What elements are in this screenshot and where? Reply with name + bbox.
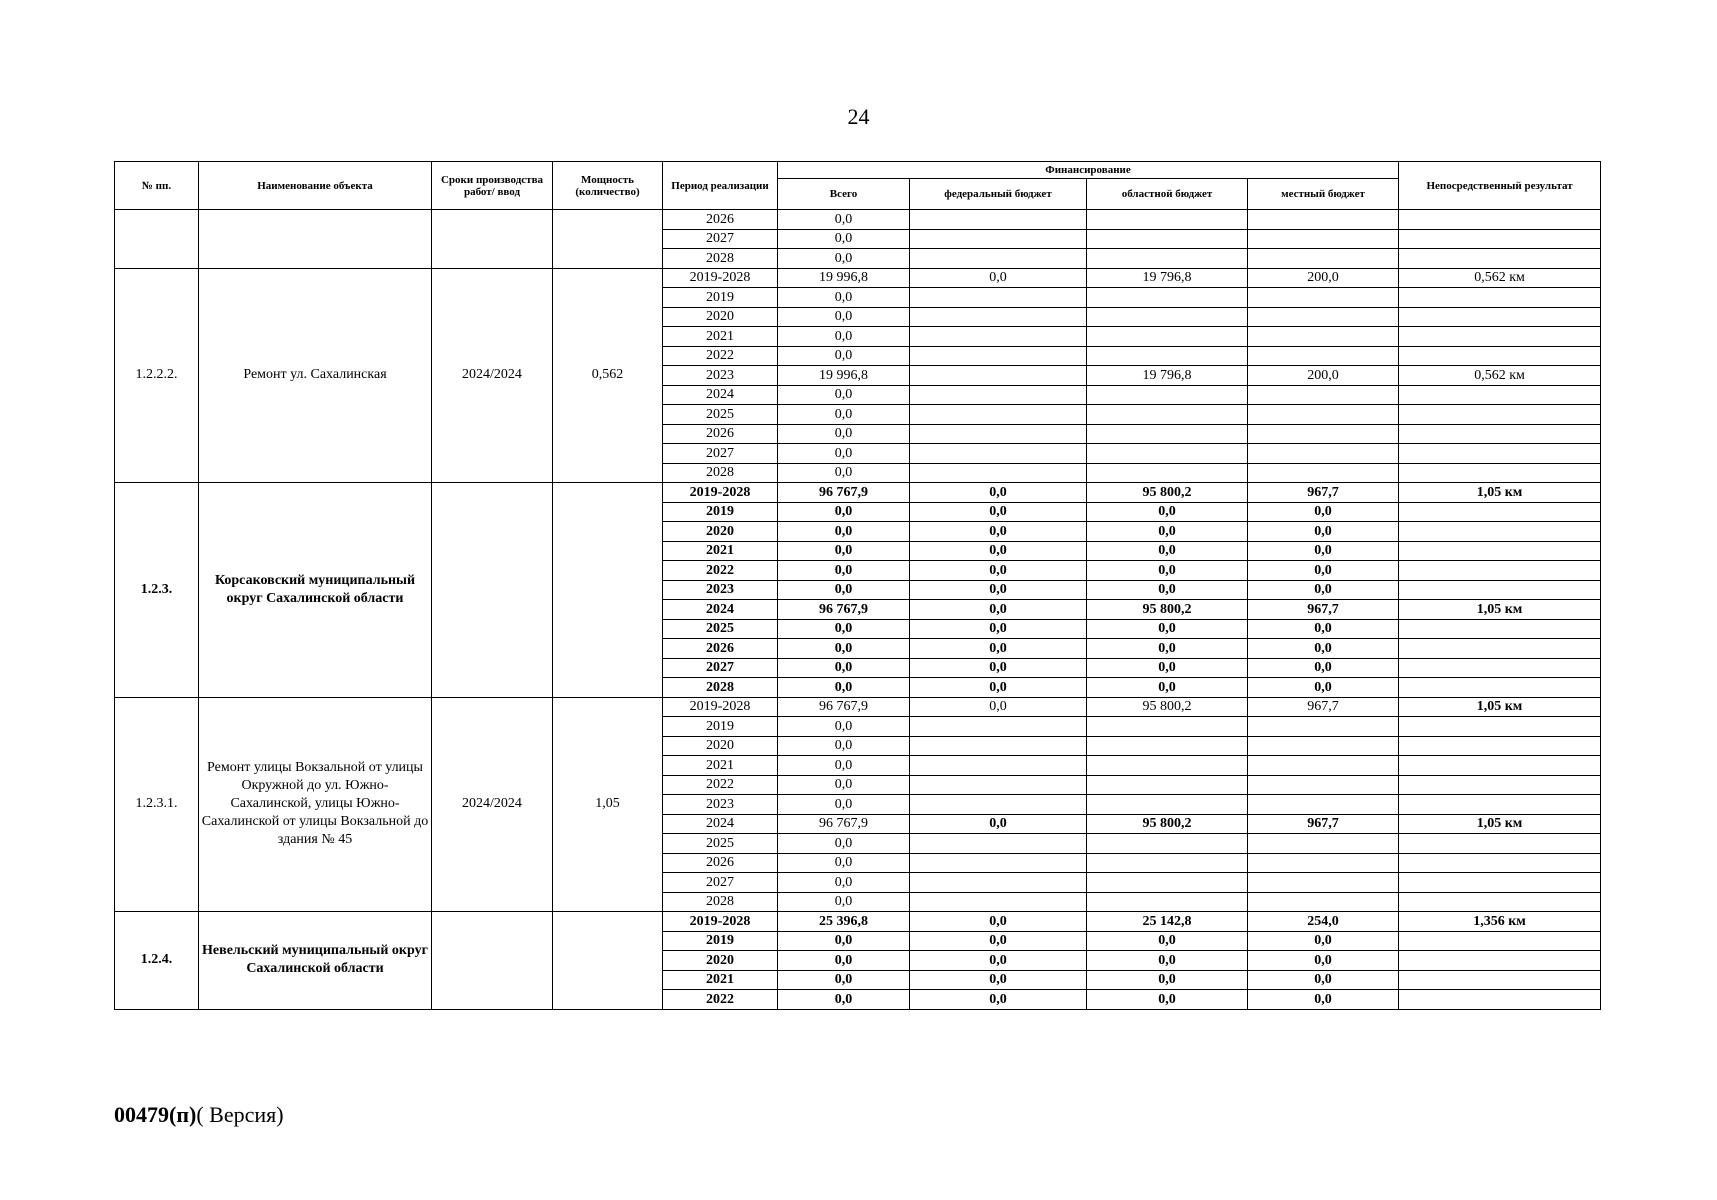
cell-result: 0,562 км	[1399, 366, 1601, 386]
cell-regional: 0,0	[1087, 678, 1248, 698]
cell-regional: 0,0	[1087, 990, 1248, 1010]
cell-period: 2025	[663, 405, 778, 425]
cell-total: 0,0	[778, 249, 910, 269]
cell-num: 1.2.3.1.	[115, 697, 199, 912]
cell-period: 2024	[663, 385, 778, 405]
cell-federal	[910, 736, 1087, 756]
cell-period: 2020	[663, 522, 778, 542]
cell-result	[1399, 463, 1601, 483]
cell-federal	[910, 249, 1087, 269]
cell-local	[1248, 834, 1399, 854]
cell-federal: 0,0	[910, 678, 1087, 698]
cell-period: 2026	[663, 210, 778, 230]
cell-federal: 0,0	[910, 970, 1087, 990]
cell-regional	[1087, 385, 1248, 405]
cell-federal: 0,0	[910, 502, 1087, 522]
cell-regional	[1087, 775, 1248, 795]
cell-period: 2028	[663, 249, 778, 269]
cell-federal: 0,0	[910, 580, 1087, 600]
cell-result	[1399, 834, 1601, 854]
header-regional: областной бюджет	[1087, 179, 1248, 210]
cell-period: 2028	[663, 463, 778, 483]
cell-regional: 0,0	[1087, 541, 1248, 561]
cell-local: 0,0	[1248, 990, 1399, 1010]
cell-result	[1399, 736, 1601, 756]
cell-local	[1248, 288, 1399, 308]
cell-terms: 2024/2024	[432, 268, 553, 483]
cell-result	[1399, 873, 1601, 893]
cell-total: 0,0	[778, 853, 910, 873]
cell-local: 967,7	[1248, 483, 1399, 503]
cell-terms	[432, 912, 553, 1010]
header-num: № пп.	[115, 162, 199, 210]
cell-result	[1399, 775, 1601, 795]
header-result: Непосредственный результат	[1399, 162, 1601, 210]
financing-table	[114, 161, 1601, 1010]
cell-total: 0,0	[778, 619, 910, 639]
cell-local	[1248, 736, 1399, 756]
cell-regional: 19 796,8	[1087, 268, 1248, 288]
cell-total: 0,0	[778, 385, 910, 405]
cell-total: 0,0	[778, 736, 910, 756]
cell-local	[1248, 210, 1399, 230]
cell-federal: 0,0	[910, 814, 1087, 834]
cell-result	[1399, 424, 1601, 444]
cell-result	[1399, 541, 1601, 561]
cell-federal	[910, 775, 1087, 795]
cell-total: 0,0	[778, 307, 910, 327]
cell-terms: 2024/2024	[432, 697, 553, 912]
cell-period: 2026	[663, 853, 778, 873]
cell-power	[553, 912, 663, 1010]
header-terms: Сроки производства работ/ ввод	[432, 162, 553, 210]
cell-period: 2022	[663, 561, 778, 581]
header-total: Всего	[778, 179, 910, 210]
cell-power: 0,562	[553, 268, 663, 483]
table-row	[115, 912, 1601, 932]
cell-result	[1399, 892, 1601, 912]
cell-result	[1399, 522, 1601, 542]
cell-period: 2019-2028	[663, 483, 778, 503]
cell-local	[1248, 307, 1399, 327]
cell-federal: 0,0	[910, 619, 1087, 639]
cell-name: Ремонт улицы Вокзальной от улицы Окружной до ул. Южно-Сахалинской, улицы Южно-Сахалинской от улицы Вокзальной до здания № 45	[199, 697, 432, 912]
cell-local: 200,0	[1248, 366, 1399, 386]
cell-regional: 0,0	[1087, 619, 1248, 639]
cell-local	[1248, 873, 1399, 893]
cell-federal	[910, 834, 1087, 854]
cell-local	[1248, 892, 1399, 912]
cell-result	[1399, 990, 1601, 1010]
cell-result	[1399, 444, 1601, 464]
cell-result	[1399, 249, 1601, 269]
cell-total: 0,0	[778, 970, 910, 990]
cell-total: 0,0	[778, 463, 910, 483]
cell-regional: 0,0	[1087, 522, 1248, 542]
cell-federal	[910, 424, 1087, 444]
cell-regional	[1087, 424, 1248, 444]
cell-result	[1399, 951, 1601, 971]
cell-federal	[910, 873, 1087, 893]
header-power: Мощность (количество)	[553, 162, 663, 210]
cell-period: 2023	[663, 795, 778, 815]
cell-local: 0,0	[1248, 619, 1399, 639]
cell-period: 2025	[663, 834, 778, 854]
cell-federal: 0,0	[910, 483, 1087, 503]
cell-period: 2022	[663, 775, 778, 795]
cell-period: 2023	[663, 366, 778, 386]
cell-local	[1248, 327, 1399, 347]
cell-federal	[910, 385, 1087, 405]
cell-total: 0,0	[778, 444, 910, 464]
cell-total: 96 767,9	[778, 697, 910, 717]
cell-local	[1248, 717, 1399, 737]
cell-total: 0,0	[778, 990, 910, 1010]
cell-period: 2023	[663, 580, 778, 600]
cell-regional: 0,0	[1087, 502, 1248, 522]
header-period: Период реализации	[663, 162, 778, 210]
document-code-suffix: ( Версия)	[196, 1102, 284, 1127]
cell-regional: 95 800,2	[1087, 483, 1248, 503]
cell-result: 1,05 км	[1399, 483, 1601, 503]
cell-result: 1,05 км	[1399, 697, 1601, 717]
cell-num: 1.2.4.	[115, 912, 199, 1010]
cell-result	[1399, 756, 1601, 776]
cell-local	[1248, 853, 1399, 873]
cell-regional: 95 800,2	[1087, 697, 1248, 717]
cell-regional	[1087, 346, 1248, 366]
cell-name: Корсаковский муниципальный округ Сахалинской области	[199, 483, 432, 698]
cell-federal	[910, 307, 1087, 327]
cell-result	[1399, 678, 1601, 698]
cell-regional: 95 800,2	[1087, 600, 1248, 620]
cell-regional	[1087, 444, 1248, 464]
cell-period: 2022	[663, 990, 778, 1010]
cell-local: 0,0	[1248, 658, 1399, 678]
cell-local	[1248, 385, 1399, 405]
cell-name: Ремонт ул. Сахалинская	[199, 268, 432, 483]
cell-federal	[910, 210, 1087, 230]
cell-regional: 0,0	[1087, 639, 1248, 659]
cell-regional	[1087, 853, 1248, 873]
cell-regional	[1087, 873, 1248, 893]
cell-regional: 0,0	[1087, 951, 1248, 971]
cell-regional	[1087, 736, 1248, 756]
cell-result	[1399, 229, 1601, 249]
cell-federal: 0,0	[910, 658, 1087, 678]
cell-local: 0,0	[1248, 561, 1399, 581]
cell-period: 2026	[663, 424, 778, 444]
cell-period: 2019	[663, 931, 778, 951]
cell-local: 967,7	[1248, 814, 1399, 834]
cell-period: 2021	[663, 756, 778, 776]
cell-result	[1399, 561, 1601, 581]
cell-period: 2028	[663, 892, 778, 912]
cell-federal: 0,0	[910, 931, 1087, 951]
cell-federal: 0,0	[910, 951, 1087, 971]
cell-result	[1399, 210, 1601, 230]
cell-total: 25 396,8	[778, 912, 910, 932]
cell-terms	[432, 210, 553, 269]
cell-local	[1248, 775, 1399, 795]
cell-power	[553, 483, 663, 698]
cell-num	[115, 210, 199, 269]
cell-total: 0,0	[778, 639, 910, 659]
cell-federal	[910, 405, 1087, 425]
cell-period: 2021	[663, 327, 778, 347]
cell-regional: 0,0	[1087, 970, 1248, 990]
cell-local: 0,0	[1248, 970, 1399, 990]
cell-local: 967,7	[1248, 697, 1399, 717]
cell-total: 19 996,8	[778, 268, 910, 288]
table-row	[115, 697, 1601, 717]
cell-name	[199, 210, 432, 269]
cell-total: 0,0	[778, 873, 910, 893]
cell-total: 0,0	[778, 658, 910, 678]
cell-num: 1.2.3.	[115, 483, 199, 698]
cell-period: 2027	[663, 873, 778, 893]
cell-local: 967,7	[1248, 600, 1399, 620]
cell-result	[1399, 385, 1601, 405]
cell-federal: 0,0	[910, 912, 1087, 932]
cell-regional: 25 142,8	[1087, 912, 1248, 932]
cell-regional	[1087, 717, 1248, 737]
cell-total: 0,0	[778, 346, 910, 366]
cell-result	[1399, 795, 1601, 815]
cell-period: 2027	[663, 658, 778, 678]
cell-total: 0,0	[778, 931, 910, 951]
cell-power	[553, 210, 663, 269]
table-row	[115, 483, 1601, 503]
table-body	[115, 210, 1601, 1010]
cell-regional: 0,0	[1087, 658, 1248, 678]
cell-total: 0,0	[778, 327, 910, 347]
cell-federal	[910, 366, 1087, 386]
cell-regional	[1087, 834, 1248, 854]
cell-local	[1248, 424, 1399, 444]
cell-federal: 0,0	[910, 522, 1087, 542]
cell-total: 0,0	[778, 951, 910, 971]
table-header	[115, 162, 1601, 210]
cell-total: 19 996,8	[778, 366, 910, 386]
cell-federal	[910, 795, 1087, 815]
page-number: 24	[847, 104, 870, 129]
cell-total: 0,0	[778, 678, 910, 698]
cell-local	[1248, 249, 1399, 269]
cell-period: 2026	[663, 639, 778, 659]
cell-regional	[1087, 210, 1248, 230]
cell-regional	[1087, 756, 1248, 776]
cell-result	[1399, 327, 1601, 347]
header-federal: федеральный бюджет	[910, 179, 1087, 210]
table-row	[115, 210, 1601, 230]
cell-local: 0,0	[1248, 580, 1399, 600]
cell-period: 2019-2028	[663, 268, 778, 288]
cell-federal	[910, 463, 1087, 483]
cell-federal	[910, 756, 1087, 776]
cell-period: 2027	[663, 229, 778, 249]
table-row	[115, 268, 1601, 288]
cell-local: 0,0	[1248, 639, 1399, 659]
cell-federal: 0,0	[910, 600, 1087, 620]
cell-regional	[1087, 405, 1248, 425]
cell-period: 2022	[663, 346, 778, 366]
cell-result	[1399, 502, 1601, 522]
cell-period: 2021	[663, 970, 778, 990]
cell-result	[1399, 639, 1601, 659]
cell-federal: 0,0	[910, 268, 1087, 288]
cell-local: 254,0	[1248, 912, 1399, 932]
cell-period: 2025	[663, 619, 778, 639]
cell-regional: 0,0	[1087, 561, 1248, 581]
cell-federal: 0,0	[910, 541, 1087, 561]
cell-period: 2019-2028	[663, 697, 778, 717]
cell-result	[1399, 307, 1601, 327]
cell-total: 0,0	[778, 229, 910, 249]
cell-total: 0,0	[778, 405, 910, 425]
cell-total: 96 767,9	[778, 483, 910, 503]
cell-period: 2019	[663, 288, 778, 308]
cell-total: 0,0	[778, 756, 910, 776]
cell-federal	[910, 444, 1087, 464]
document-code-number: 00479(п)	[114, 1102, 197, 1127]
cell-power: 1,05	[553, 697, 663, 912]
cell-regional	[1087, 249, 1248, 269]
cell-total: 0,0	[778, 795, 910, 815]
cell-federal: 0,0	[910, 561, 1087, 581]
header-financing: Финансирование	[778, 162, 1399, 179]
cell-period: 2024	[663, 814, 778, 834]
cell-total: 0,0	[778, 210, 910, 230]
cell-total: 0,0	[778, 502, 910, 522]
cell-total: 0,0	[778, 892, 910, 912]
cell-name: Невельский муниципальный округ Сахалинской области	[199, 912, 432, 1010]
cell-result	[1399, 717, 1601, 737]
cell-federal	[910, 288, 1087, 308]
cell-result	[1399, 580, 1601, 600]
cell-local: 0,0	[1248, 522, 1399, 542]
cell-total: 0,0	[778, 541, 910, 561]
cell-period: 2020	[663, 736, 778, 756]
cell-result: 1,356 км	[1399, 912, 1601, 932]
cell-period: 2019	[663, 502, 778, 522]
cell-result	[1399, 970, 1601, 990]
cell-regional: 19 796,8	[1087, 366, 1248, 386]
header-local: местный бюджет	[1248, 179, 1399, 210]
cell-federal: 0,0	[910, 990, 1087, 1010]
header-name: Наименование объекта	[199, 162, 432, 210]
cell-local	[1248, 756, 1399, 776]
cell-regional	[1087, 327, 1248, 347]
cell-total: 0,0	[778, 424, 910, 444]
cell-federal	[910, 229, 1087, 249]
cell-total: 0,0	[778, 834, 910, 854]
cell-result: 0,562 км	[1399, 268, 1601, 288]
cell-period: 2020	[663, 307, 778, 327]
cell-terms	[432, 483, 553, 698]
cell-local	[1248, 444, 1399, 464]
cell-result	[1399, 405, 1601, 425]
cell-result	[1399, 658, 1601, 678]
cell-total: 0,0	[778, 561, 910, 581]
cell-result: 1,05 км	[1399, 600, 1601, 620]
cell-local	[1248, 346, 1399, 366]
cell-regional: 0,0	[1087, 931, 1248, 951]
cell-total: 0,0	[778, 580, 910, 600]
cell-federal	[910, 853, 1087, 873]
cell-result	[1399, 619, 1601, 639]
cell-local	[1248, 795, 1399, 815]
cell-regional	[1087, 463, 1248, 483]
cell-total: 0,0	[778, 775, 910, 795]
cell-regional	[1087, 795, 1248, 815]
cell-federal	[910, 327, 1087, 347]
cell-local: 0,0	[1248, 541, 1399, 561]
cell-period: 2024	[663, 600, 778, 620]
cell-period: 2021	[663, 541, 778, 561]
cell-federal	[910, 717, 1087, 737]
cell-federal	[910, 346, 1087, 366]
cell-total: 96 767,9	[778, 600, 910, 620]
cell-period: 2028	[663, 678, 778, 698]
cell-period: 2019-2028	[663, 912, 778, 932]
cell-local: 0,0	[1248, 951, 1399, 971]
cell-period: 2027	[663, 444, 778, 464]
cell-local	[1248, 229, 1399, 249]
cell-total: 0,0	[778, 522, 910, 542]
cell-total: 0,0	[778, 717, 910, 737]
cell-federal: 0,0	[910, 639, 1087, 659]
cell-regional: 0,0	[1087, 580, 1248, 600]
cell-local: 0,0	[1248, 502, 1399, 522]
cell-local	[1248, 405, 1399, 425]
cell-local: 200,0	[1248, 268, 1399, 288]
cell-regional	[1087, 892, 1248, 912]
cell-result	[1399, 853, 1601, 873]
cell-result	[1399, 346, 1601, 366]
cell-regional	[1087, 229, 1248, 249]
cell-result	[1399, 288, 1601, 308]
cell-regional	[1087, 288, 1248, 308]
cell-total: 0,0	[778, 288, 910, 308]
document-code	[114, 1102, 284, 1128]
cell-total: 96 767,9	[778, 814, 910, 834]
cell-period: 2020	[663, 951, 778, 971]
cell-result: 1,05 км	[1399, 814, 1601, 834]
cell-federal	[910, 892, 1087, 912]
cell-period: 2019	[663, 717, 778, 737]
cell-regional: 95 800,2	[1087, 814, 1248, 834]
cell-local	[1248, 463, 1399, 483]
cell-local: 0,0	[1248, 678, 1399, 698]
cell-federal: 0,0	[910, 697, 1087, 717]
cell-result	[1399, 931, 1601, 951]
cell-regional	[1087, 307, 1248, 327]
cell-local: 0,0	[1248, 931, 1399, 951]
cell-num: 1.2.2.2.	[115, 268, 199, 483]
